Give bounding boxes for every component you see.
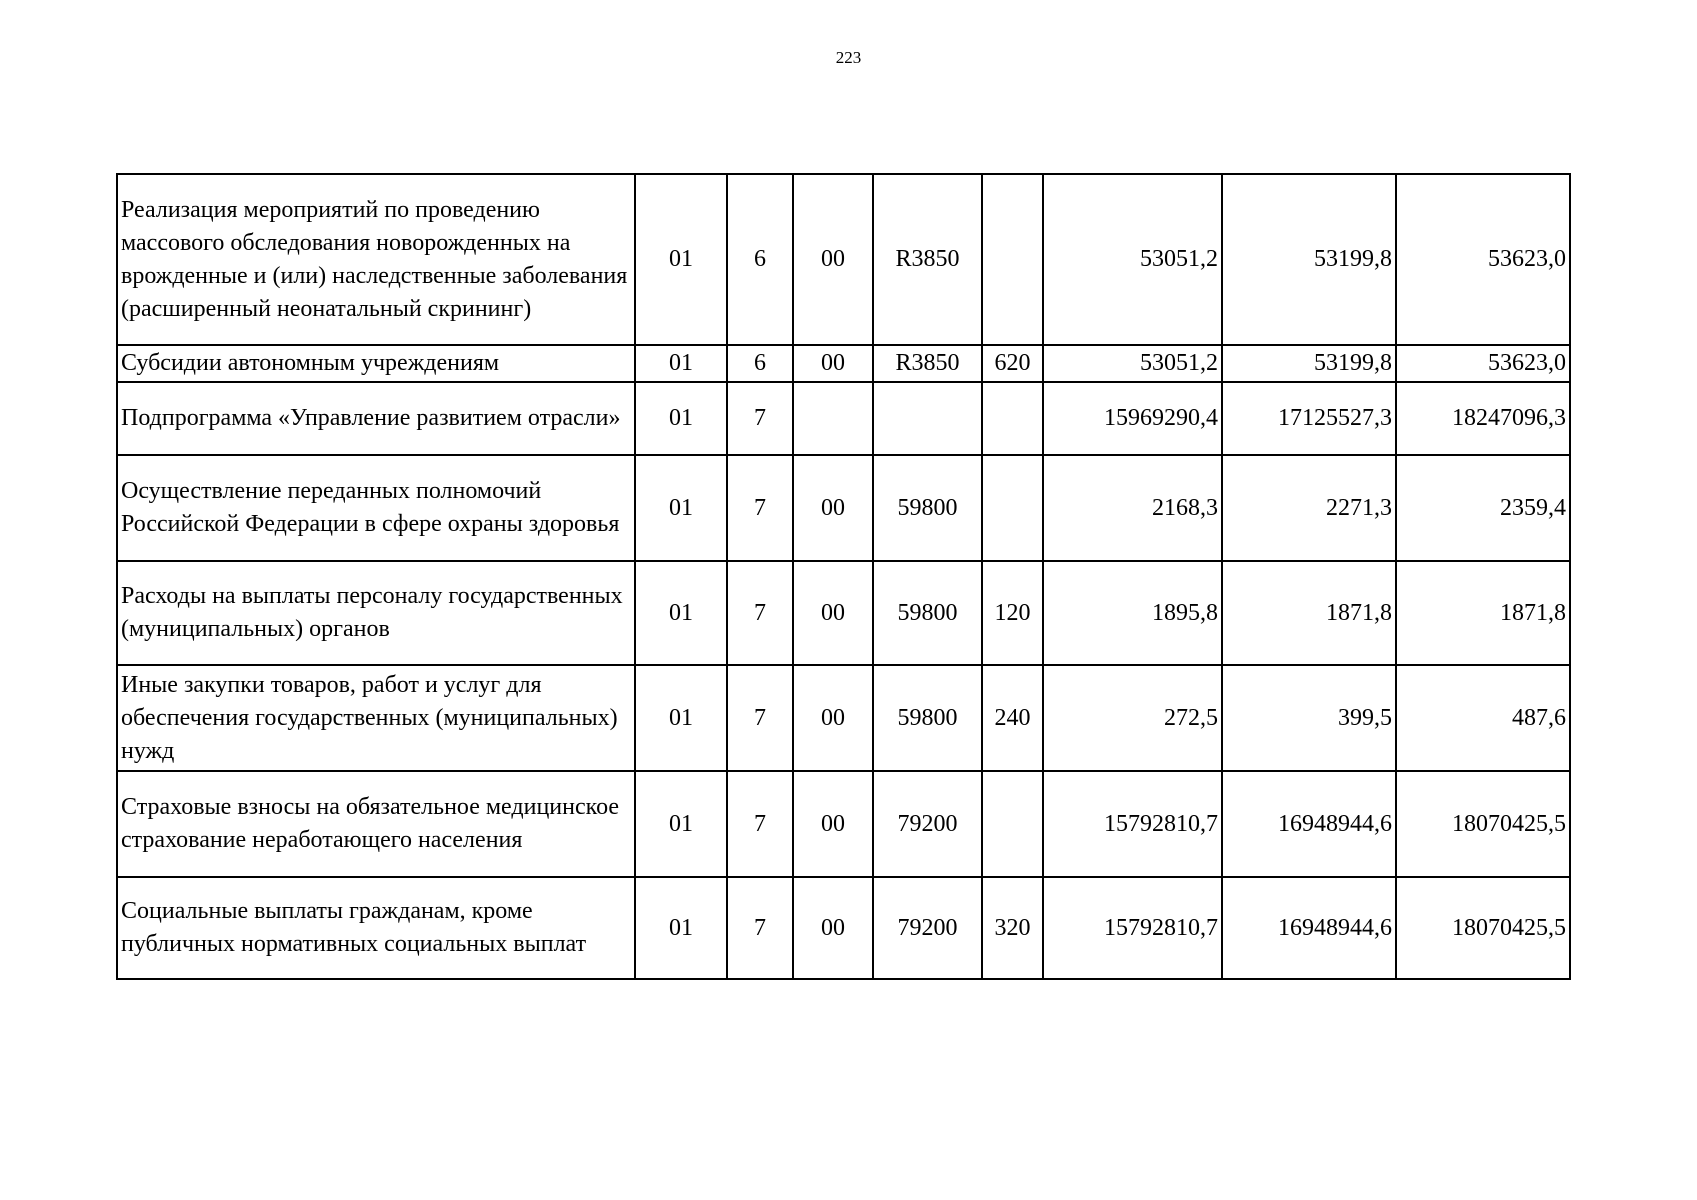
row-name: Реализация мероприятий по проведению массового обследования новорожденных на врожденные и (или) наследственные заболевания (расширенный неонатальный скрининг) [117, 174, 635, 345]
code-program: 01 [635, 345, 727, 382]
code-expense-type: 120 [982, 561, 1043, 665]
amount-3: 487,6 [1396, 665, 1570, 771]
table-row [117, 455, 1570, 561]
row-name: Социальные выплаты гражданам, кроме публичных нормативных социальных выплат [117, 877, 635, 979]
code-program: 01 [635, 561, 727, 665]
amount-3: 18070425,5 [1396, 771, 1570, 877]
code-direction: R3850 [873, 345, 982, 382]
code-direction: R3850 [873, 174, 982, 345]
code-expense-type [982, 382, 1043, 455]
row-name: Иные закупки товаров, работ и услуг для обеспечения государственных (муниципальных) нужд [117, 665, 635, 771]
code-expense-type: 240 [982, 665, 1043, 771]
code-event: 00 [793, 877, 873, 979]
row-name: Подпрограмма «Управление развитием отрасли» [117, 382, 635, 455]
amount-2: 16948944,6 [1222, 877, 1396, 979]
budget-table [116, 173, 1571, 980]
amount-3: 53623,0 [1396, 174, 1570, 345]
code-event: 00 [793, 455, 873, 561]
amount-2: 2271,3 [1222, 455, 1396, 561]
code-program: 01 [635, 174, 727, 345]
code-event: 00 [793, 771, 873, 877]
amount-2: 16948944,6 [1222, 771, 1396, 877]
amount-2: 1871,8 [1222, 561, 1396, 665]
amount-2: 53199,8 [1222, 345, 1396, 382]
code-expense-type [982, 771, 1043, 877]
code-program: 01 [635, 771, 727, 877]
code-event: 00 [793, 561, 873, 665]
table-row [117, 561, 1570, 665]
row-name: Страховые взносы на обязательное медицинское страхование неработающего населения [117, 771, 635, 877]
amount-3: 1871,8 [1396, 561, 1570, 665]
amount-1: 53051,2 [1043, 174, 1222, 345]
code-subprogram: 7 [727, 771, 793, 877]
code-expense-type [982, 174, 1043, 345]
code-direction [873, 382, 982, 455]
amount-1: 15792810,7 [1043, 771, 1222, 877]
row-name: Осуществление переданных полномочий Российской Федерации в сфере охраны здоровья [117, 455, 635, 561]
amount-1: 15969290,4 [1043, 382, 1222, 455]
amount-1: 15792810,7 [1043, 877, 1222, 979]
row-name: Расходы на выплаты персоналу государственных (муниципальных) органов [117, 561, 635, 665]
amount-1: 2168,3 [1043, 455, 1222, 561]
table-row [117, 877, 1570, 979]
code-subprogram: 7 [727, 665, 793, 771]
amount-1: 272,5 [1043, 665, 1222, 771]
code-subprogram: 6 [727, 174, 793, 345]
code-expense-type: 320 [982, 877, 1043, 979]
code-subprogram: 7 [727, 877, 793, 979]
code-event: 00 [793, 345, 873, 382]
code-event: 00 [793, 174, 873, 345]
code-event: 00 [793, 665, 873, 771]
code-direction: 79200 [873, 877, 982, 979]
code-subprogram: 6 [727, 345, 793, 382]
table-row [117, 174, 1570, 345]
amount-2: 53199,8 [1222, 174, 1396, 345]
code-program: 01 [635, 665, 727, 771]
amount-3: 18247096,3 [1396, 382, 1570, 455]
code-subprogram: 7 [727, 455, 793, 561]
amount-2: 17125527,3 [1222, 382, 1396, 455]
amount-1: 1895,8 [1043, 561, 1222, 665]
code-program: 01 [635, 877, 727, 979]
amount-1: 53051,2 [1043, 345, 1222, 382]
code-direction: 59800 [873, 455, 982, 561]
amount-3: 2359,4 [1396, 455, 1570, 561]
code-program: 01 [635, 382, 727, 455]
code-expense-type: 620 [982, 345, 1043, 382]
code-subprogram: 7 [727, 382, 793, 455]
table-row [117, 771, 1570, 877]
table-row [117, 382, 1570, 455]
table-row [117, 665, 1570, 771]
code-direction: 59800 [873, 665, 982, 771]
code-direction: 59800 [873, 561, 982, 665]
amount-3: 18070425,5 [1396, 877, 1570, 979]
row-name: Субсидии автономным учреждениям [117, 345, 635, 382]
code-subprogram: 7 [727, 561, 793, 665]
code-direction: 79200 [873, 771, 982, 877]
code-event [793, 382, 873, 455]
code-expense-type [982, 455, 1043, 561]
amount-2: 399,5 [1222, 665, 1396, 771]
amount-3: 53623,0 [1396, 345, 1570, 382]
page-number: 223 [835, 48, 862, 67]
table-row [117, 345, 1570, 382]
code-program: 01 [635, 455, 727, 561]
